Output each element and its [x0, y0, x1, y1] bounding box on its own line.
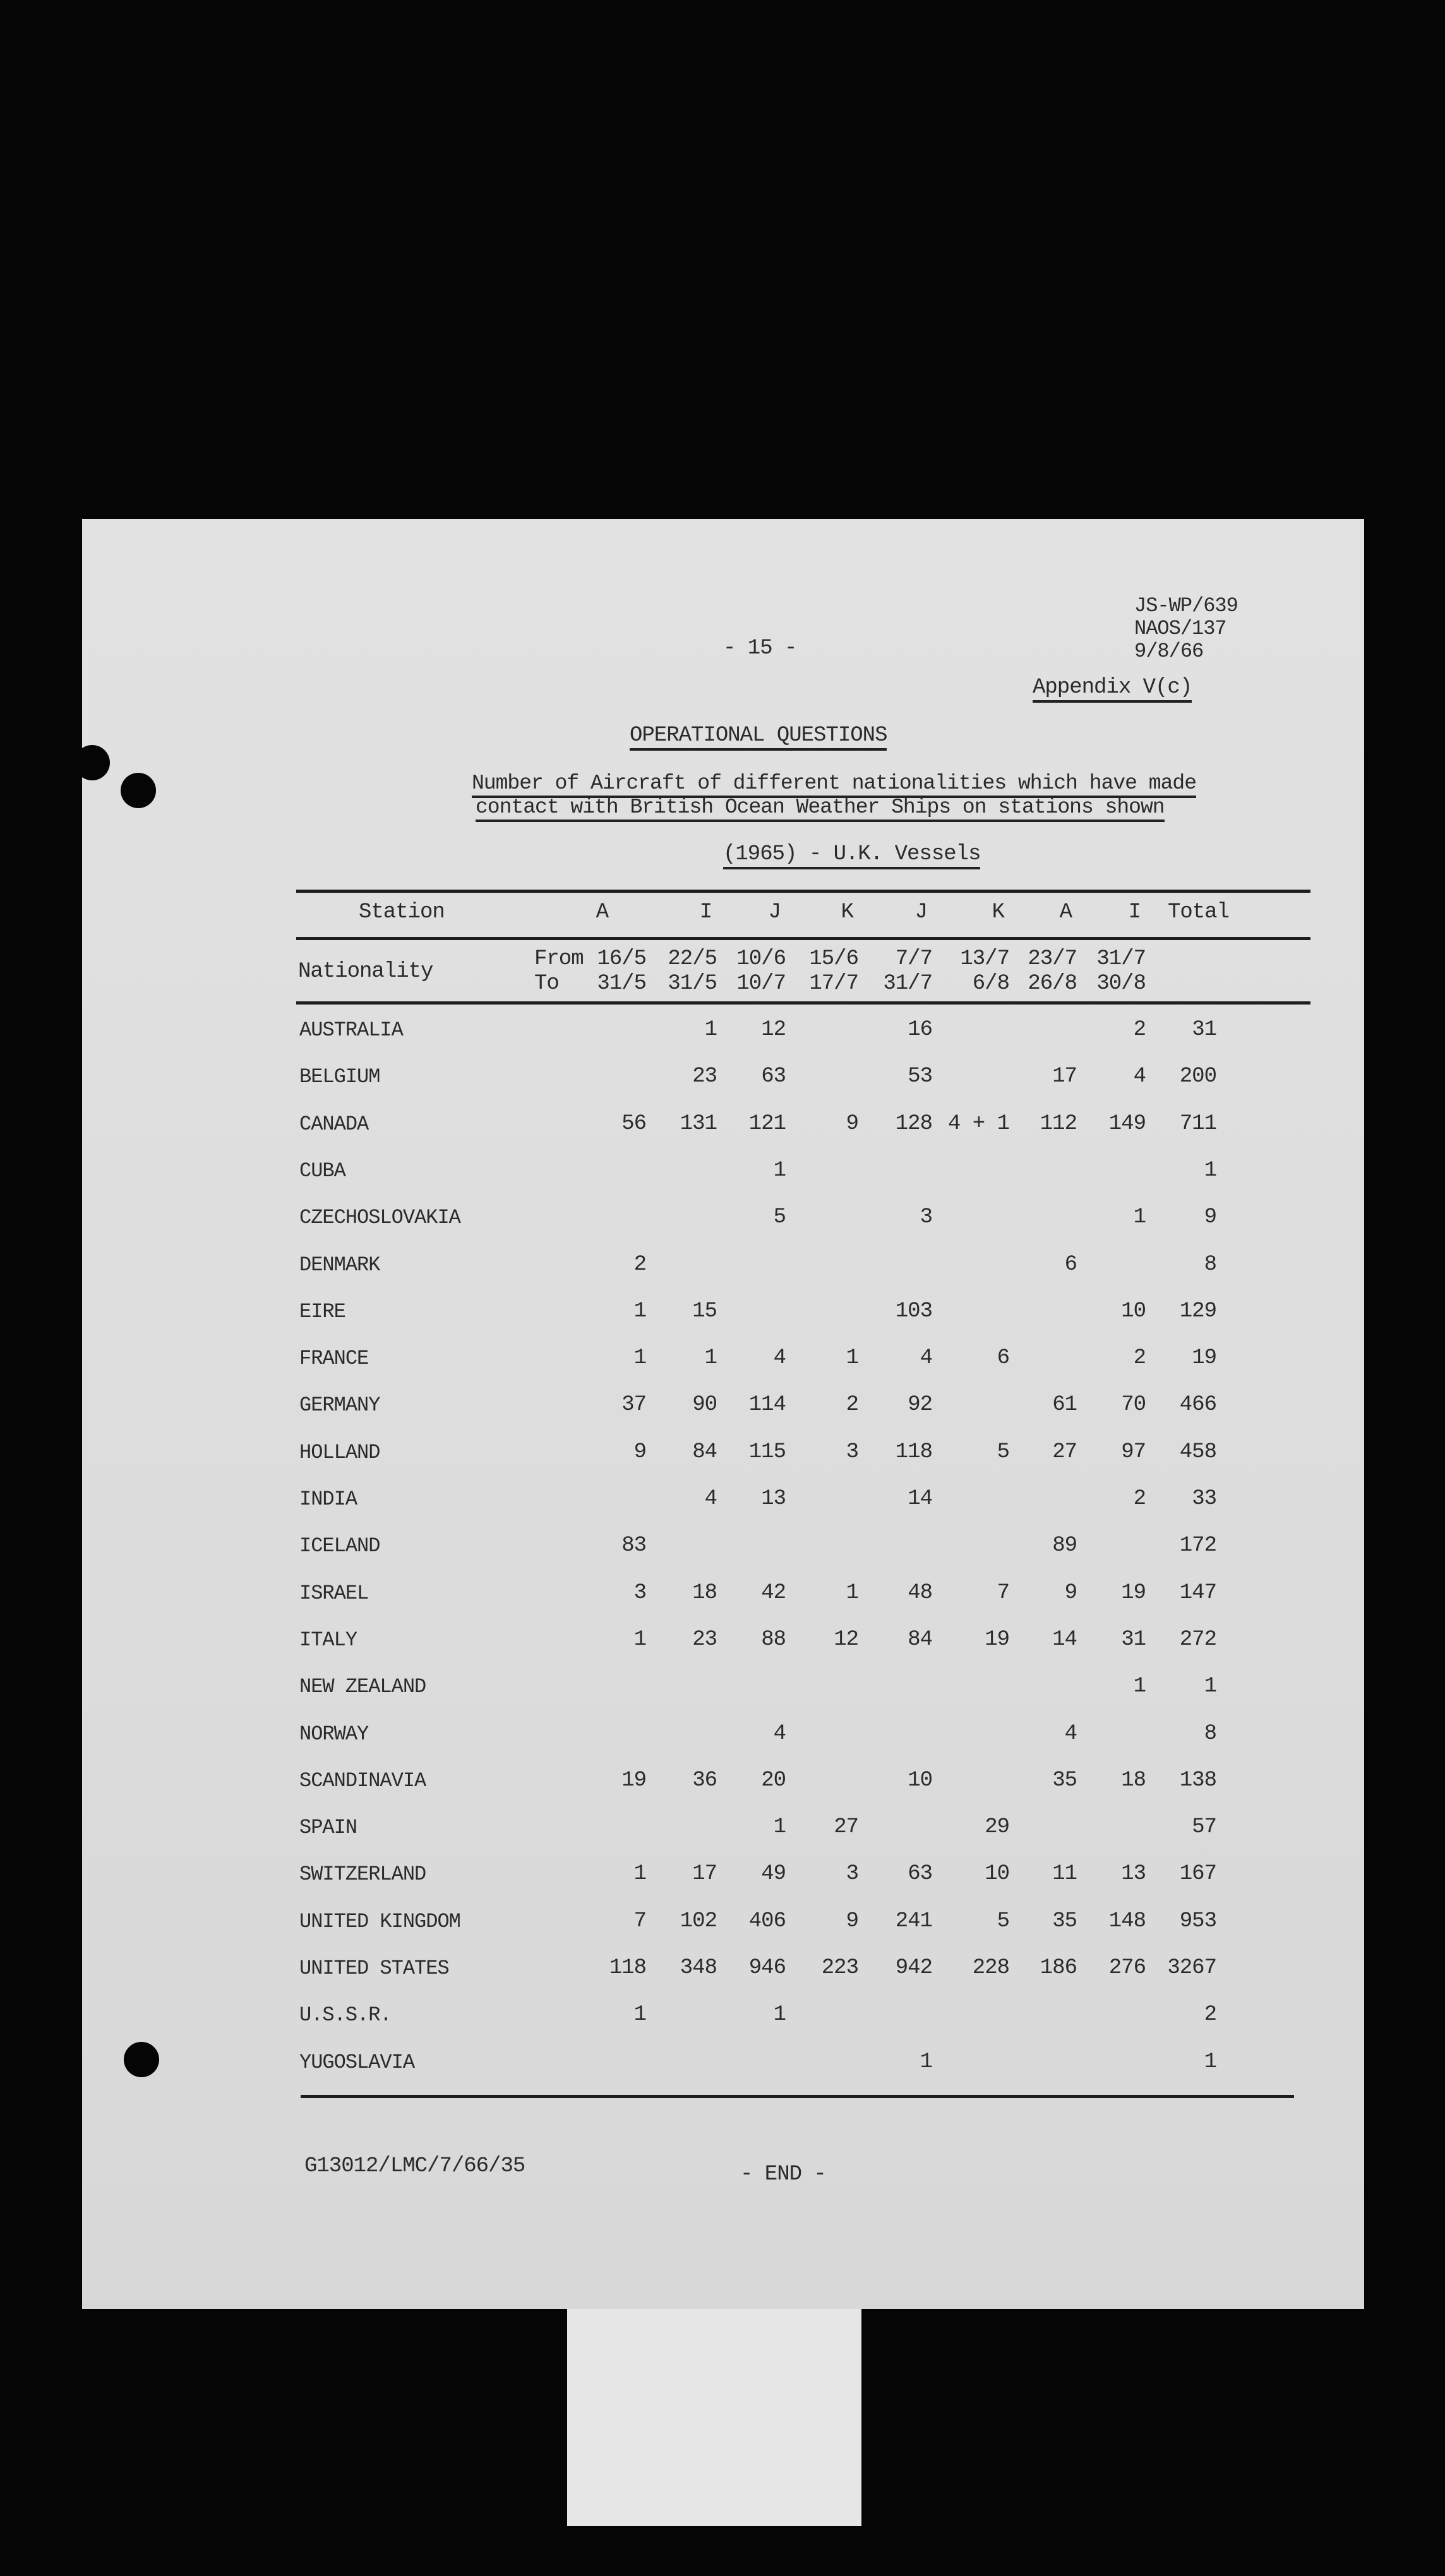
- aircraft-count: 13: [761, 1487, 786, 1511]
- aircraft-count: 942: [895, 1956, 932, 1980]
- row-total: 458: [1179, 1440, 1216, 1464]
- row-total: 19: [1192, 1346, 1216, 1371]
- aircraft-count: 23: [692, 1064, 717, 1089]
- aircraft-count: 10: [1121, 1299, 1146, 1323]
- nationality-name: GERMANY: [299, 1393, 380, 1417]
- nationality-name: SPAIN: [299, 1816, 357, 1840]
- aircraft-count: 1: [1133, 1205, 1146, 1230]
- aircraft-count: 18: [1121, 1768, 1146, 1792]
- aircraft-count: 35: [1052, 1909, 1077, 1933]
- aircraft-count: 5: [773, 1205, 786, 1230]
- aircraft-count: 12: [834, 1627, 858, 1652]
- table-bottom-rule: [301, 2095, 1294, 2098]
- row-total: 8: [1204, 1721, 1216, 1746]
- aircraft-count: 14: [908, 1487, 932, 1511]
- aircraft-count: 42: [761, 1580, 786, 1605]
- nationality-name: ISRAEL: [299, 1581, 369, 1605]
- aircraft-count: 53: [908, 1064, 932, 1089]
- nationality-name: BELGIUM: [299, 1065, 380, 1089]
- table-header-rule: [296, 937, 1310, 940]
- aircraft-count: 27: [1052, 1440, 1077, 1464]
- aircraft-count: 1: [704, 1346, 717, 1371]
- to-label: To: [534, 972, 559, 996]
- row-total: 33: [1192, 1487, 1216, 1511]
- row-total: 2: [1204, 2003, 1216, 2027]
- aircraft-count: 6: [1064, 1252, 1077, 1277]
- nationality-name: INDIA: [299, 1488, 357, 1511]
- aircraft-count: 1: [633, 1627, 646, 1652]
- to-date: 31/5: [668, 972, 717, 996]
- appendix-label: Appendix V(c): [1033, 677, 1192, 703]
- aircraft-count: 90: [692, 1393, 717, 1417]
- aircraft-count: 4: [1133, 1064, 1146, 1089]
- row-total: 138: [1179, 1768, 1216, 1792]
- aircraft-count: 131: [680, 1111, 717, 1136]
- page-title: OPERATIONAL QUESTIONS: [630, 725, 887, 751]
- aircraft-count: 56: [621, 1111, 646, 1136]
- aircraft-count: 3: [920, 1205, 932, 1230]
- aircraft-count: 5: [997, 1909, 1009, 1933]
- station-header: Station: [359, 900, 445, 924]
- aircraft-count: 11: [1052, 1862, 1077, 1887]
- aircraft-count: 27: [834, 1815, 858, 1840]
- row-total: 1: [1204, 1674, 1216, 1699]
- aircraft-count: 148: [1108, 1909, 1146, 1933]
- aircraft-count: 63: [908, 1862, 932, 1887]
- paper-slip: [567, 2309, 861, 2526]
- aircraft-count: 1: [846, 1580, 858, 1605]
- aircraft-count: 5: [997, 1440, 1009, 1464]
- nationality-name: SWITZERLAND: [299, 1863, 426, 1887]
- row-total: 172: [1179, 1534, 1216, 1558]
- nationality-name: NORWAY: [299, 1722, 369, 1746]
- aircraft-count: 35: [1052, 1768, 1077, 1792]
- row-total: 1: [1204, 1158, 1216, 1183]
- punch-hole: [124, 2042, 159, 2077]
- reference-line-3: 9/8/66: [1134, 640, 1204, 663]
- nationality-name: U.S.S.R.: [299, 2003, 392, 2027]
- punch-hole: [75, 745, 110, 780]
- row-total: 31: [1192, 1018, 1216, 1042]
- aircraft-count: 4: [920, 1346, 932, 1371]
- aircraft-count: 36: [692, 1768, 717, 1792]
- nationality-name: UNITED STATES: [299, 1957, 449, 1980]
- aircraft-count: 1: [1133, 1674, 1146, 1699]
- aircraft-count: 10: [908, 1768, 932, 1792]
- aircraft-count: 15: [692, 1299, 717, 1323]
- aircraft-count: 149: [1108, 1111, 1146, 1136]
- aircraft-count: 228: [972, 1956, 1009, 1980]
- row-total: 711: [1179, 1111, 1216, 1136]
- aircraft-count: 88: [761, 1627, 786, 1652]
- aircraft-count: 23: [692, 1627, 717, 1652]
- aircraft-count: 2: [1133, 1346, 1146, 1371]
- aircraft-count: 20: [761, 1768, 786, 1792]
- nationality-name: SCANDINAVIA: [299, 1768, 426, 1792]
- row-total: 8: [1204, 1252, 1216, 1277]
- aircraft-count: 1: [773, 2003, 786, 2027]
- aircraft-count: 2: [1133, 1018, 1146, 1042]
- aircraft-count: 7: [997, 1580, 1009, 1605]
- row-total: 953: [1179, 1909, 1216, 1933]
- nationality-header: Nationality: [298, 960, 433, 984]
- aircraft-count: 3: [633, 1580, 646, 1605]
- from-date: 7/7: [895, 947, 932, 971]
- aircraft-count: 1: [633, 1862, 646, 1887]
- subtitle-line-1: Number of Aircraft of different nationalities which have made: [472, 773, 1196, 798]
- aircraft-count: 31: [1121, 1627, 1146, 1652]
- aircraft-count: 223: [821, 1956, 858, 1980]
- nationality-name: HOLLAND: [299, 1440, 380, 1464]
- year-subtitle: (1965) - U.K. Vessels: [723, 844, 980, 869]
- station-code-header: I: [699, 900, 712, 924]
- nationality-name: NEW ZEALAND: [299, 1675, 426, 1699]
- aircraft-count: 9: [846, 1111, 858, 1136]
- aircraft-count: 406: [748, 1909, 786, 1933]
- station-code-header: K: [841, 900, 853, 924]
- aircraft-count: 7: [633, 1909, 646, 1933]
- to-date: 17/7: [809, 972, 858, 996]
- aircraft-count: 19: [621, 1768, 646, 1792]
- aircraft-count: 17: [1052, 1064, 1077, 1089]
- from-label: From: [534, 947, 584, 971]
- aircraft-count: 1: [633, 1346, 646, 1371]
- aircraft-count: 2: [633, 1252, 646, 1277]
- aircraft-count: 19: [985, 1627, 1009, 1652]
- aircraft-count: 1: [704, 1018, 717, 1042]
- aircraft-count: 84: [692, 1440, 717, 1464]
- nationality-name: UNITED KINGDOM: [299, 1909, 460, 1933]
- row-total: 167: [1179, 1862, 1216, 1887]
- row-total: 272: [1179, 1627, 1216, 1652]
- footer-code: G13012/LMC/7/66/35: [304, 2154, 525, 2178]
- reference-line-2: NAOS/137: [1134, 617, 1226, 640]
- aircraft-count: 37: [621, 1393, 646, 1417]
- aircraft-count: 112: [1040, 1111, 1077, 1136]
- nationality-name: CZECHOSLOVAKIA: [299, 1206, 460, 1230]
- to-date: 31/5: [597, 972, 646, 996]
- aircraft-count: 2: [1133, 1487, 1146, 1511]
- aircraft-count: 103: [895, 1299, 932, 1323]
- nationality-name: YUGOSLAVIA: [299, 2050, 415, 2074]
- aircraft-count: 12: [761, 1018, 786, 1042]
- nationality-name: FRANCE: [299, 1347, 369, 1371]
- from-date: 22/5: [668, 947, 717, 971]
- aircraft-count: 63: [761, 1064, 786, 1089]
- aircraft-count: 348: [680, 1956, 717, 1980]
- aircraft-count: 92: [908, 1393, 932, 1417]
- aircraft-count: 48: [908, 1580, 932, 1605]
- aircraft-count: 4: [773, 1721, 786, 1746]
- aircraft-count: 9: [1064, 1580, 1077, 1605]
- station-code-header: A: [1059, 900, 1072, 924]
- nationality-name: CUBA: [299, 1159, 345, 1183]
- aircraft-count: 61: [1052, 1393, 1077, 1417]
- table-body-rule: [296, 1001, 1310, 1005]
- aircraft-count: 4 + 1: [947, 1111, 1009, 1136]
- row-total: 57: [1192, 1815, 1216, 1840]
- aircraft-count: 14: [1052, 1627, 1077, 1652]
- aircraft-count: 3: [846, 1862, 858, 1887]
- aircraft-count: 3: [846, 1440, 858, 1464]
- row-total: 9: [1204, 1205, 1216, 1230]
- aircraft-count: 97: [1121, 1440, 1146, 1464]
- row-total: 1: [1204, 2049, 1216, 2074]
- nationality-name: EIRE: [299, 1299, 345, 1323]
- aircraft-count: 946: [748, 1956, 786, 1980]
- aircraft-count: 118: [895, 1440, 932, 1464]
- aircraft-count: 114: [748, 1393, 786, 1417]
- aircraft-count: 83: [621, 1534, 646, 1558]
- station-code-header: K: [992, 900, 1004, 924]
- station-code-header: I: [1128, 900, 1141, 924]
- aircraft-count: 1: [633, 1299, 646, 1323]
- aircraft-count: 10: [985, 1862, 1009, 1887]
- aircraft-count: 4: [704, 1487, 717, 1511]
- to-date: 31/7: [883, 972, 932, 996]
- page-number: - 15 -: [723, 636, 797, 660]
- from-date: 31/7: [1096, 947, 1146, 971]
- aircraft-count: 4: [1064, 1721, 1077, 1746]
- aircraft-count: 29: [985, 1815, 1009, 1840]
- nationality-name: CANADA: [299, 1112, 369, 1136]
- to-date: 10/7: [736, 972, 786, 996]
- row-total: 466: [1179, 1393, 1216, 1417]
- aircraft-count: 4: [773, 1346, 786, 1371]
- from-date: 23/7: [1028, 947, 1077, 971]
- row-total: 147: [1179, 1580, 1216, 1605]
- station-code-header: J: [768, 900, 781, 924]
- aircraft-count: 49: [761, 1862, 786, 1887]
- from-date: 16/5: [597, 947, 646, 971]
- row-total: 200: [1179, 1064, 1216, 1089]
- aircraft-count: 2: [846, 1393, 858, 1417]
- aircraft-count: 1: [920, 2049, 932, 2074]
- aircraft-count: 70: [1121, 1393, 1146, 1417]
- aircraft-count: 89: [1052, 1534, 1077, 1558]
- aircraft-count: 19: [1121, 1580, 1146, 1605]
- aircraft-count: 6: [997, 1346, 1009, 1371]
- aircraft-count: 9: [633, 1440, 646, 1464]
- aircraft-count: 84: [908, 1627, 932, 1652]
- aircraft-count: 241: [895, 1909, 932, 1933]
- aircraft-count: 9: [846, 1909, 858, 1933]
- table-top-rule: [296, 890, 1310, 893]
- aircraft-count: 1: [633, 2003, 646, 2027]
- aircraft-count: 121: [748, 1111, 786, 1136]
- nationality-name: ICELAND: [299, 1534, 380, 1558]
- row-total: 129: [1179, 1299, 1216, 1323]
- from-date: 13/7: [960, 947, 1009, 971]
- aircraft-count: 13: [1121, 1862, 1146, 1887]
- aircraft-count: 16: [908, 1018, 932, 1042]
- subtitle-line-2: contact with British Ocean Weather Ships on stations shown: [476, 797, 1165, 822]
- aircraft-count: 1: [846, 1346, 858, 1371]
- aircraft-count: 1: [773, 1815, 786, 1840]
- nationality-name: ITALY: [299, 1628, 357, 1652]
- aircraft-count: 1: [773, 1158, 786, 1183]
- aircraft-count: 18: [692, 1580, 717, 1605]
- station-code-header: J: [914, 900, 927, 924]
- to-date: 26/8: [1028, 972, 1077, 996]
- to-date: 6/8: [972, 972, 1009, 996]
- aircraft-count: 186: [1040, 1956, 1077, 1980]
- aircraft-count: 102: [680, 1909, 717, 1933]
- row-total: 3267: [1167, 1956, 1216, 1980]
- aircraft-count: 115: [748, 1440, 786, 1464]
- station-code-header: A: [596, 900, 608, 924]
- reference-line-1: JS-WP/639: [1134, 594, 1238, 617]
- from-date: 10/6: [736, 947, 786, 971]
- aircraft-count: 128: [895, 1111, 932, 1136]
- punch-hole: [121, 773, 156, 808]
- aircraft-count: 276: [1108, 1956, 1146, 1980]
- from-date: 15/6: [809, 947, 858, 971]
- aircraft-count: 17: [692, 1862, 717, 1887]
- end-marker: - END -: [740, 2162, 826, 2186]
- station-code-header: Total: [1167, 900, 1229, 924]
- to-date: 30/8: [1096, 972, 1146, 996]
- nationality-name: AUSTRALIA: [299, 1018, 403, 1042]
- aircraft-count: 118: [609, 1956, 646, 1980]
- nationality-name: DENMARK: [299, 1253, 380, 1277]
